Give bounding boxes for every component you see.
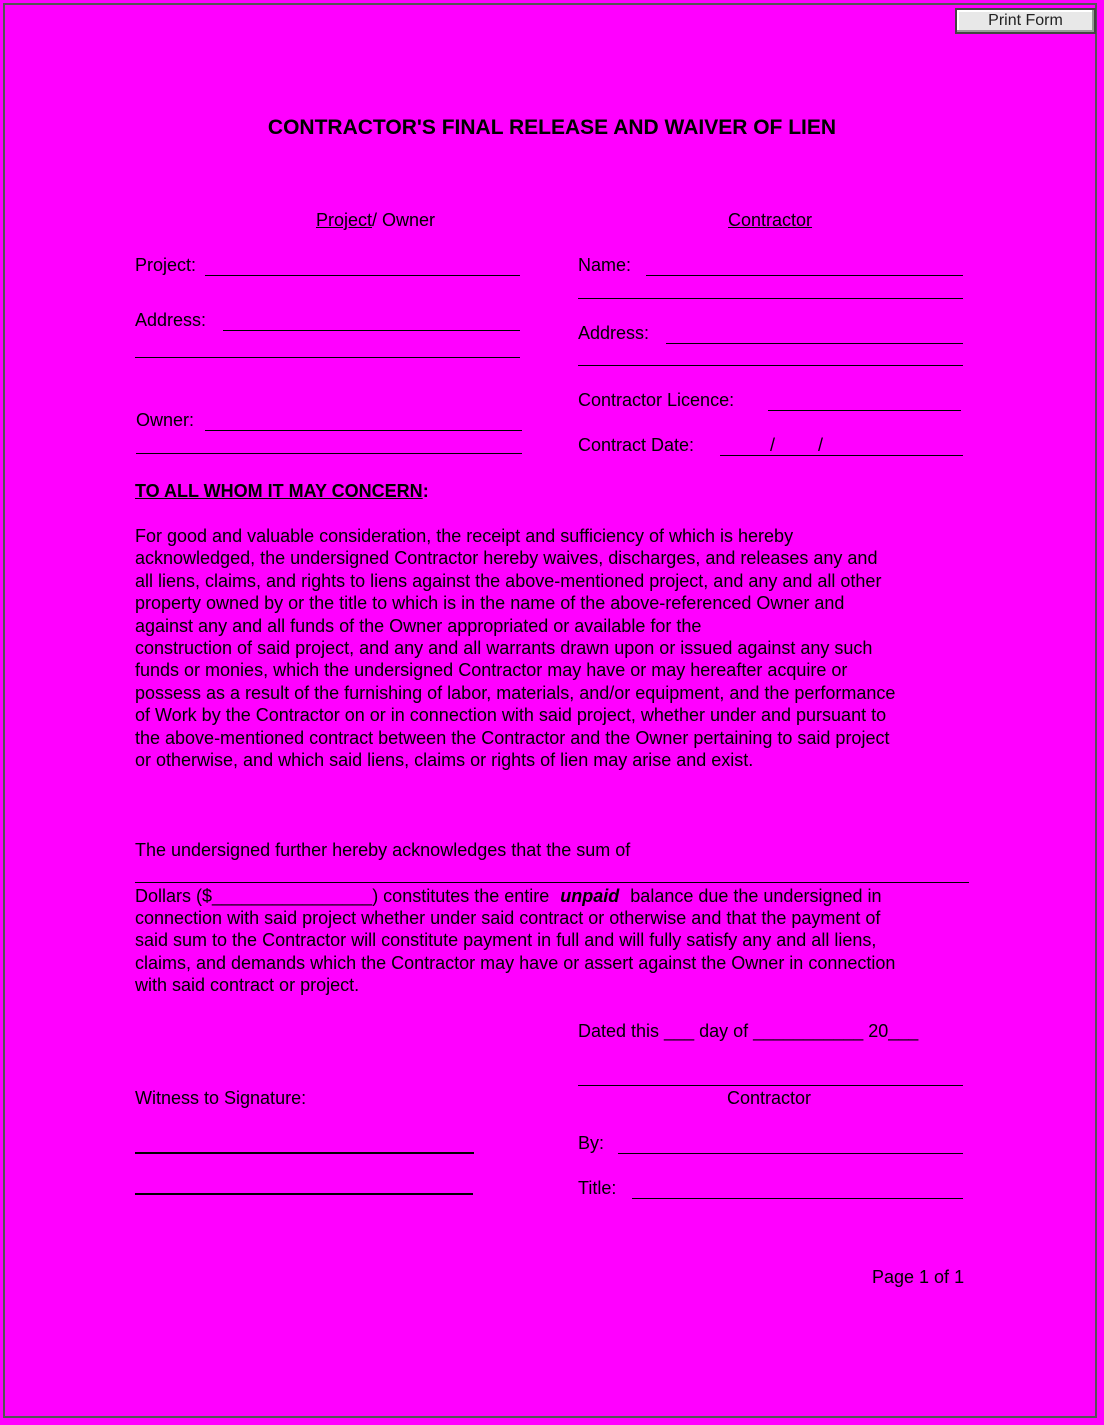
project-label: Project: [135, 255, 197, 275]
owner-field-1[interactable] [205, 430, 522, 431]
by-field[interactable] [618, 1153, 963, 1154]
right-address-field-2[interactable] [578, 365, 963, 366]
title-field[interactable] [632, 1198, 963, 1199]
contract-date-label: Contract Date: [578, 435, 695, 455]
title-label: Title: [578, 1178, 617, 1198]
owner-heading-word: / Owner [372, 210, 436, 230]
left-address-field-1[interactable] [223, 330, 520, 331]
name-label: Name: [578, 255, 632, 275]
concern-heading-text: TO ALL WHOM IT MAY CONCERN [135, 481, 423, 501]
sum-paragraph: connection with said project whether under said contract or otherwise and that the payment of said sum to the Contractor will constitute payment in full and will fully satisfy any and all liens, claims, and demands which the Contractor may have or assert against the Owner in connection with said contract or project. [135, 908, 896, 996]
contractor-licence-field[interactable] [768, 410, 961, 411]
left-address-field-2[interactable] [135, 357, 520, 358]
project-field[interactable] [205, 275, 520, 276]
witness-signature-field-1[interactable] [135, 1152, 474, 1154]
name-field-2[interactable] [578, 298, 963, 299]
owner-field-2[interactable] [136, 453, 522, 454]
name-field-1[interactable] [646, 275, 963, 276]
witness-label: Witness to Signature: [135, 1088, 307, 1108]
project-heading-word: Project [316, 210, 373, 230]
right-address-label: Address: [578, 323, 650, 343]
contract-date-field[interactable] [720, 455, 963, 456]
unpaid-word: unpaid [560, 886, 620, 906]
date-slash-2: / [818, 435, 824, 455]
document-title: CONTRACTOR'S FINAL RELEASE AND WAIVER OF LIEN [267, 116, 837, 139]
dollars-suffix: balance due the undersigned in [625, 886, 882, 906]
witness-signature-field-2[interactable] [135, 1193, 473, 1195]
date-slash-1: / [770, 435, 776, 455]
left-address-label: Address: [135, 310, 207, 330]
by-label: By: [578, 1133, 605, 1153]
contractor-signature-field[interactable] [578, 1085, 963, 1086]
page-number: Page 1 of 1 [872, 1267, 965, 1287]
sum-words-field[interactable] [135, 882, 969, 883]
sum-intro: The undersigned further hereby acknowledges that the sum of [135, 840, 631, 860]
dollars-line [135, 886, 882, 906]
dollars-prefix: Dollars ($________________) constitutes the entire [135, 886, 555, 906]
right-address-field-1[interactable] [666, 343, 963, 344]
contractor-heading: Contractor [728, 210, 813, 230]
release-paragraph: For good and valuable consideration, the receipt and sufficiency of which is hereby acknowledged, the undersigned Contractor hereby waives, discharges, and releases any and all liens, claims, and rights to liens against the above-mentioned project, and any and all other property owned by or the title to which is in the name of the above-referenced Owner and against any and all funds of the Owner appropriated or available for the construction of said project, and any and all warrants drawn upon or issued against any such funds or monies, which the undersigned Contractor may have or may hereafter acquire or possess as a result of the furnishing of labor, materials, and/or equipment, and the performance of Work by the Contractor on or in connection with said project, whether under and pursuant to the above-mentioned contract between the Contractor and the Owner pertaining to said project or otherwise, and which said liens, claims or rights of lien may arise and exist. [135, 526, 896, 771]
concern-heading-colon: : [422, 481, 429, 501]
dated-line: Dated this ___ day of ___________ 20___ [578, 1021, 919, 1041]
owner-label: Owner: [136, 410, 195, 430]
print-form-button[interactable]: Print Form [955, 8, 1096, 34]
concern-heading [135, 481, 429, 501]
project-owner-heading [316, 210, 435, 230]
contractor-signature-label: Contractor [727, 1088, 812, 1108]
contractor-licence-label: Contractor Licence: [578, 390, 735, 410]
